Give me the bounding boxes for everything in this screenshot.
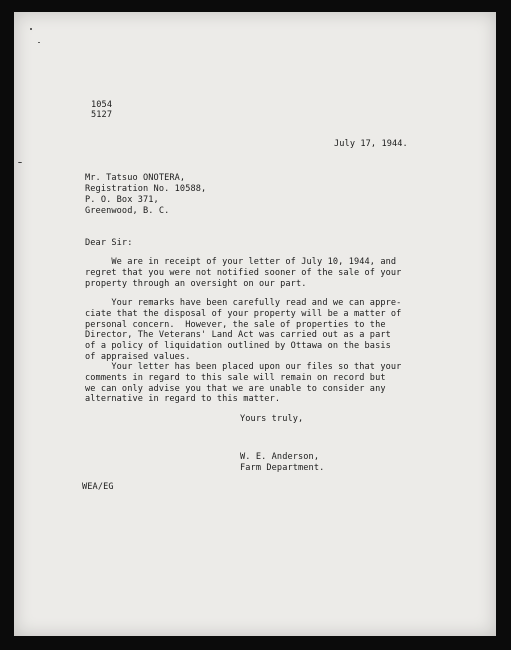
salutation: Dear Sir: [85, 238, 133, 248]
paragraph-line: we can only advise you that we are unable to consider any [85, 383, 386, 394]
paragraph-line: of appraised values. [85, 351, 191, 362]
recipient-city: Greenwood, B. C. [85, 206, 170, 216]
paragraph-line: Your letter has been placed upon our files so that your [85, 362, 402, 372]
paragraph-line: Director, The Veterans' Land Act was carried out as a part [85, 330, 391, 341]
paragraph-line: We are in receipt of your letter of July 10, 1944, and [85, 257, 397, 267]
recipient-registration: Registration No. 10588, [85, 184, 207, 194]
paragraph-line: regret that you were not notified sooner of the sale of your [85, 267, 402, 278]
paragraph-line: ciate that the disposal of your property will be a matter of [85, 308, 402, 319]
letter-page [14, 12, 496, 636]
file-number: 1054 [91, 100, 113, 110]
complimentary-close: Yours truly, [240, 414, 304, 424]
paragraph-line: of a policy of liquidation outlined by Ottawa on the basis [85, 341, 391, 352]
recipient-name: Mr. Tatsuo ONOTERA, [85, 173, 186, 183]
paragraph-line: comments in regard to this sale will remain on record but [85, 372, 386, 383]
body-paragraph-1 [85, 257, 445, 289]
signer-name: W. E. Anderson, [240, 452, 320, 462]
recipient-po-box: P. O. Box 371, [85, 195, 159, 205]
paper-speck [18, 162, 22, 163]
paragraph-line: property through an oversight on our part. [85, 278, 307, 289]
paper-speck [30, 28, 32, 30]
paper-speck [38, 42, 40, 43]
letter-date: July 17, 1944. [334, 139, 408, 149]
paragraph-line: personal concern. However, the sale of properties to the [85, 319, 386, 330]
body-paragraph-2 [85, 298, 445, 363]
file-number: 5127 [91, 110, 113, 120]
paragraph-line: alternative in regard to this matter. [85, 394, 281, 405]
reference-initials: WEA/EG [82, 482, 114, 492]
body-paragraph-3 [85, 362, 445, 405]
paragraph-line: Your remarks have been carefully read and we can appre- [85, 298, 402, 308]
signer-department: Farm Department. [240, 463, 325, 473]
